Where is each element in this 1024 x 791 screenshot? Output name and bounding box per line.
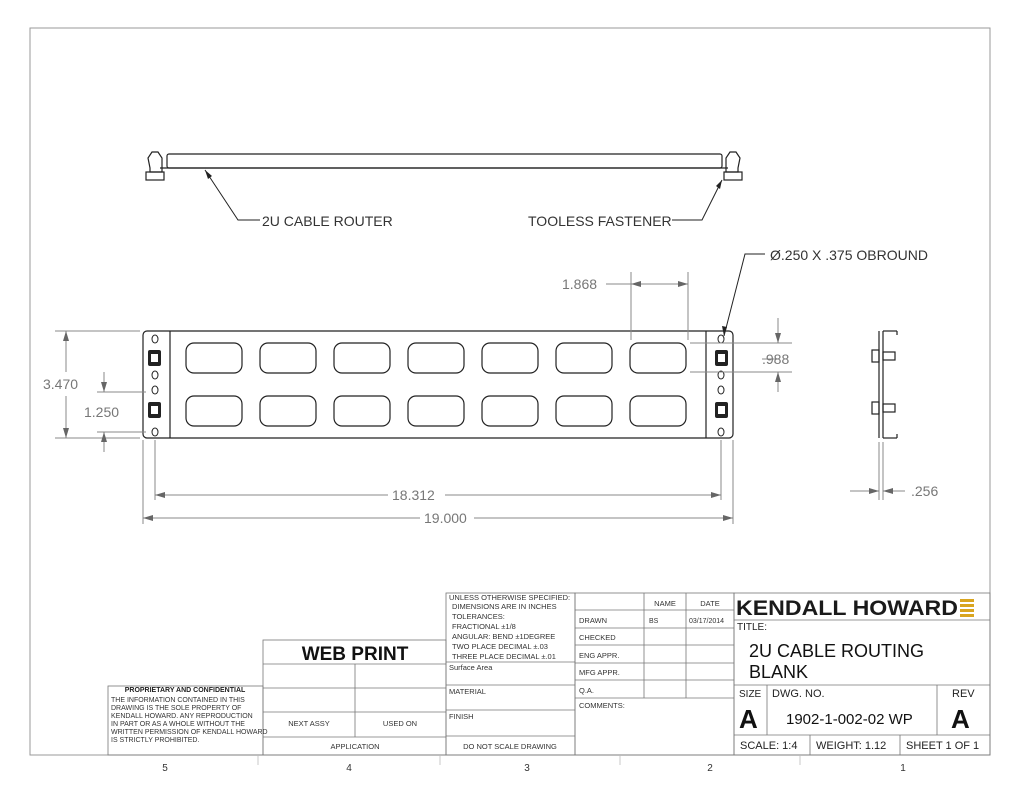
- dimension-arrows: [63, 281, 893, 521]
- leader-arrow-left: [205, 170, 212, 179]
- date-header: DATE: [700, 599, 720, 608]
- surface-area-label: Surface Area: [449, 663, 493, 672]
- obround-leader: [724, 254, 765, 336]
- scale-value: SCALE: 1:4: [740, 740, 798, 752]
- dim-hole-width: 1.868: [562, 276, 598, 292]
- tolerance-line: DIMENSIONS ARE IN INCHES: [452, 602, 557, 611]
- proprietary-line: WRITTEN PERMISSION OF KENDALL HOWARD: [111, 729, 268, 736]
- drawn-name: BS: [649, 618, 659, 625]
- eng-appr-label: ENG APPR.: [579, 651, 620, 660]
- comments-label: COMMENTS:: [579, 701, 625, 710]
- tolerance-line: TOLERANCES:: [452, 612, 505, 621]
- size-label: SIZE: [739, 689, 762, 700]
- logo-bars-icon: [960, 599, 974, 617]
- used-on-label: USED ON: [382, 719, 418, 728]
- application-label: APPLICATION: [330, 742, 380, 751]
- drawing-title-line-2: BLANK: [749, 662, 809, 682]
- proprietary-title: PROPRIETARY AND CONFIDENTIAL: [124, 687, 246, 694]
- mfg-appr-label: MFG APPR.: [579, 668, 620, 677]
- side-view: [872, 331, 897, 438]
- size-value: A: [739, 704, 758, 734]
- cutouts: [186, 343, 686, 426]
- dim-overall-width: 19.000: [424, 510, 467, 526]
- proprietary-line: KENDALL HOWARD. ANY REPRODUCTION: [111, 713, 253, 720]
- front-view: [143, 331, 733, 438]
- tolerance-line: TWO PLACE DECIMAL ±.03: [452, 642, 548, 651]
- tolerance-line: UNLESS OTHERWISE SPECIFIED:: [449, 593, 571, 602]
- company-logo: KENDALL HOWARD: [736, 597, 958, 620]
- zone-marker: 1: [900, 763, 906, 774]
- drawn-label: DRAWN: [579, 616, 608, 625]
- tolerance-line: THREE PLACE DECIMAL ±.01: [452, 652, 556, 661]
- tolerance-line: ANGULAR: BEND ±1DEGREE: [452, 632, 556, 641]
- leader-arrow-right: [716, 180, 722, 189]
- material-label: MATERIAL: [449, 687, 486, 696]
- dim-height: 3.470: [43, 376, 79, 392]
- dimension-lines: [55, 272, 905, 524]
- proprietary-line: THE INFORMATION CONTAINED IN THIS: [111, 697, 245, 704]
- rev-value: A: [951, 704, 970, 734]
- title-label: TITLE:: [737, 622, 768, 633]
- label-tooless-fastener: TOOLESS FASTENER: [528, 213, 672, 229]
- label-cable-router: 2U CABLE ROUTER: [262, 213, 393, 229]
- dim-hole-offset: 1.250: [84, 404, 120, 420]
- checked-label: CHECKED: [579, 633, 616, 642]
- rev-label: REV: [952, 688, 975, 700]
- tolerance-line: FRACTIONAL ±1/8: [452, 622, 516, 631]
- zone-marker: 5: [162, 763, 168, 774]
- dwg-no-label: DWG. NO.: [772, 688, 825, 700]
- zone-marker: 3: [524, 763, 530, 774]
- proprietary-line: IS STRICTLY PROHIBITED.: [111, 737, 200, 744]
- label-obround: Ø.250 X .375 OBROUND: [770, 247, 928, 263]
- zone-marker: 2: [707, 763, 713, 774]
- weight-value: WEIGHT: 1.12: [816, 740, 887, 752]
- qa-label: Q.A.: [579, 686, 595, 695]
- fastener-blocks: [148, 350, 728, 418]
- next-assy-label: NEXT ASSY: [288, 719, 330, 728]
- proprietary-line: DRAWING IS THE SOLE PROPERTY OF: [111, 705, 242, 712]
- dim-inner-width: 18.312: [392, 487, 435, 503]
- dim-depth: .256: [911, 483, 939, 499]
- dwg-no-value: 1902-1-002-02 WP: [786, 711, 913, 728]
- dim-hole-pitch: .988: [762, 351, 790, 367]
- zone-marker: 4: [346, 763, 352, 774]
- finish-label: FINISH: [449, 712, 474, 721]
- top-view: [146, 152, 742, 180]
- web-print-label: WEB PRINT: [301, 644, 409, 665]
- do-not-scale-label: DO NOT SCALE DRAWING: [463, 742, 557, 751]
- drawn-date: 03/17/2014: [689, 618, 725, 625]
- drawing-title-line-1: 2U CABLE ROUTING: [749, 641, 925, 661]
- proprietary-line: IN PART OR AS A WHOLE WITHOUT THE: [111, 721, 245, 728]
- sheet-value: SHEET 1 OF 1: [906, 740, 980, 752]
- name-header: NAME: [654, 599, 676, 608]
- side-holes: [152, 335, 724, 436]
